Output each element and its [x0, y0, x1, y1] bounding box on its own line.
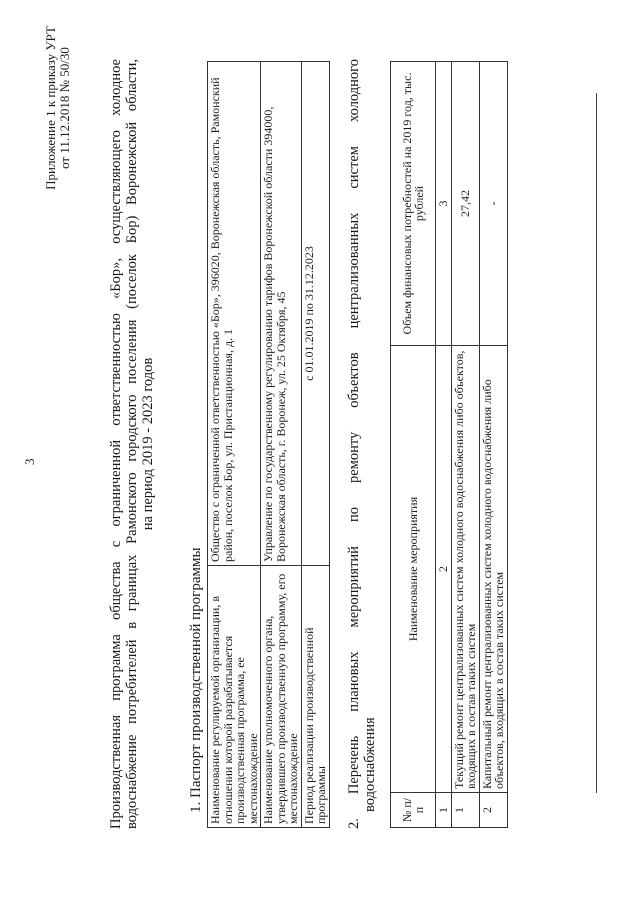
measures-table: [390, 61, 508, 828]
header-amount: Объем финансовых потребностей на 2019 год, тыс. рублей: [391, 62, 436, 346]
title-line2: водоснабжение потребителей в границах Рамонского городского поселения (поселок Бор) Воронежской области,: [124, 59, 140, 829]
table-row: [479, 62, 507, 828]
section2-heading-line1: 2. Перечень плановых мероприятий по ремонту объектов централизованных систем холодного: [346, 59, 362, 829]
appendix-line2: от 11.12.2018 № 50/30: [57, 47, 72, 169]
title-line1: Производственная программа общества с ограниченной ответственностью «Бор», осуществляющего холодное: [108, 59, 124, 829]
section1-heading: 1. Паспорт производственной программы: [188, 547, 204, 813]
row-amount: 27,42: [451, 62, 479, 346]
header-name: Наименование мероприятия: [391, 346, 436, 793]
row-name: Капитальный ремонт централизованных систем холодного водоснабжения либо объектов, входящих в состав таких систем: [479, 346, 507, 793]
passport-value-1: Управление по государственному регулированию тарифов Воронежской области 394000, Воронежская область, г. Воронеж, ул. 25 Октября, 45: [261, 62, 302, 566]
index-2: 2: [436, 346, 452, 793]
bottom-rule-divider: [596, 93, 597, 793]
index-1: 1: [436, 793, 452, 828]
header-number: № п/п: [391, 793, 436, 828]
passport-label-0: Наименование регулируемой организации, в отношении которой разрабатывается производственная программа, ее местонахождение: [208, 566, 261, 828]
title-line3: на период 2019 - 2023 годов: [140, 357, 156, 531]
table-row: [208, 62, 261, 828]
passport-table: [207, 61, 330, 828]
table-index-row: [436, 62, 452, 828]
row-name: Текущий ремонт централизованных систем холодного водоснабжения либо объектов, входящих в состав таких систем: [451, 346, 479, 793]
section2-heading-line2: водоснабжения: [362, 717, 378, 812]
appendix-line1: Приложение 1 к приказу УРТ: [43, 26, 58, 190]
table-header-row: [391, 62, 436, 828]
document-title: [108, 59, 156, 829]
appendix-note: [44, 23, 72, 193]
page-number: 3: [22, 458, 37, 465]
section2-heading: [346, 59, 378, 829]
table-row: [451, 62, 479, 828]
row-amount: -: [479, 62, 507, 346]
index-3: 3: [436, 62, 452, 346]
table-row: [261, 62, 302, 828]
row-number: 2: [479, 793, 507, 828]
passport-label-2: Период реализации производственной программы: [301, 566, 329, 828]
passport-value-2: с 01.01.2019 по 31.12.2023: [301, 62, 329, 566]
row-number: 1: [451, 793, 479, 828]
passport-label-1: Наименование уполномоченного органа, утвердившего производственную программу, его местонахождение: [261, 566, 302, 828]
passport-value-0: Общество с ограниченной ответственностью «Бор», 396020, Воронежская область, Рамонский район, поселок Бор, ул. Пристанционная, д. 1: [208, 62, 261, 566]
table-row: [301, 62, 329, 828]
